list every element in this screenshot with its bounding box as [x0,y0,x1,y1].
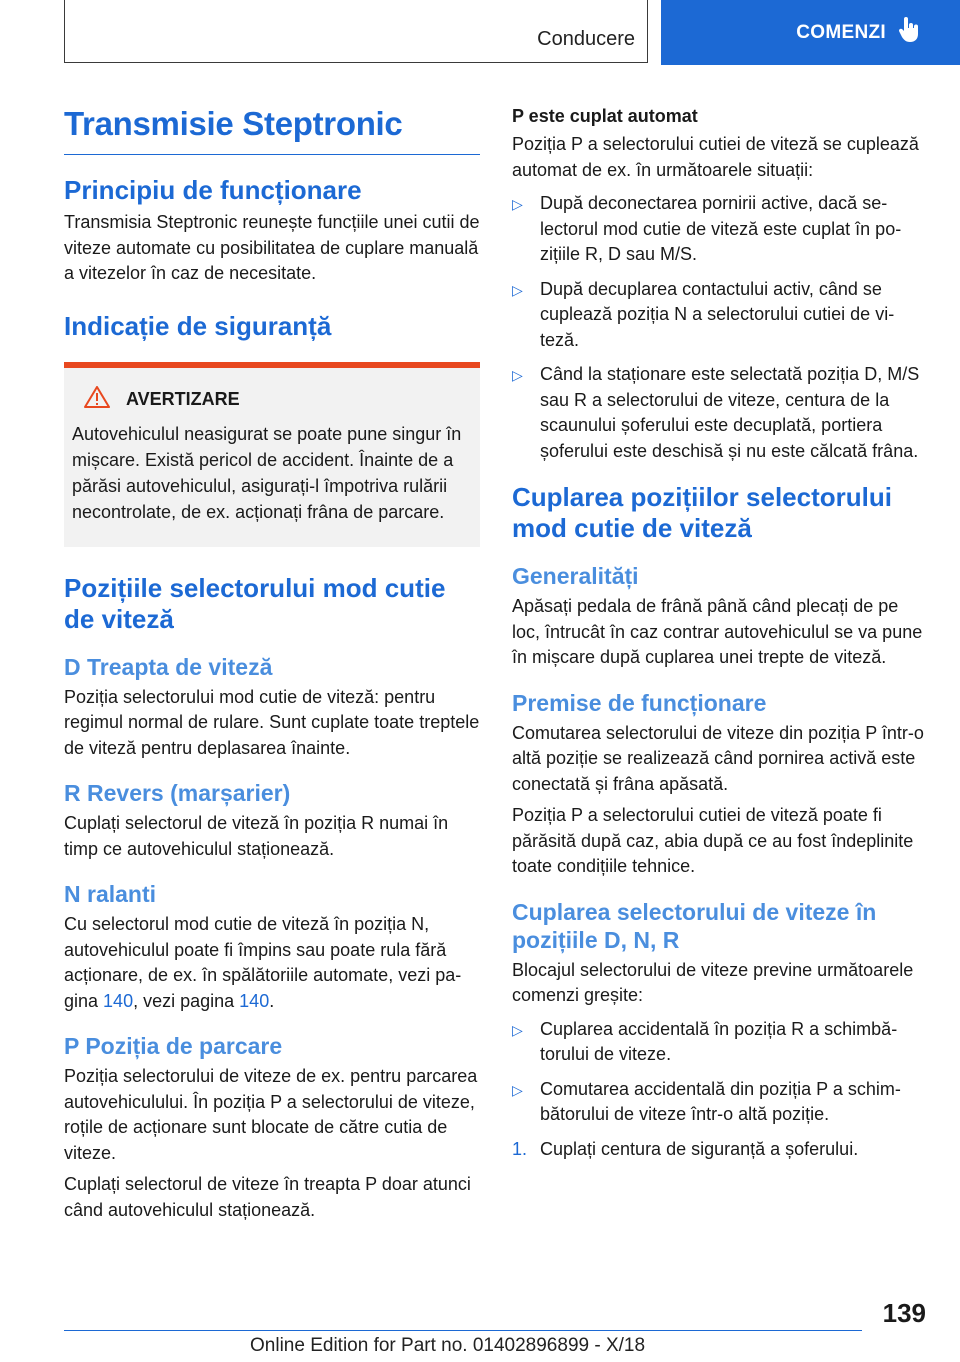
d-text: Poziția selectorului mod cutie de viteză: pentru regimul normal de rulare. Sunt cuplate toate treptele de viteză pentru deplasarea înainte. [64,686,480,758]
p-text-1: Poziția selectorului de viteze de ex. pentru parcarea autovehiculului. În poziția P a selectorului de viteze, roțile de acționare sunt blocate de către cutia de viteze. [64,1066,478,1163]
warning-triangle-icon [84,386,110,413]
prereq-text-2: Poziția P a selectorului cutiei de viteză poate fi părăsită după caz, abia după ce au fost îndeplinite toate condițiile tehnice. [512,805,914,876]
auto-p-list [512,191,926,464]
header-section-tab[interactable] [64,0,648,63]
list-item-text: După decuplarea contactului activ, când se cuplează poziția N a selectorului cutiei de viteză. [540,278,895,350]
page-link[interactable]: 140 [239,990,270,1011]
warning-box [64,362,480,547]
header-start-tab[interactable] [661,0,960,65]
step-number: 1. [512,1138,528,1159]
warning-title [84,386,472,413]
page-title: Transmisie Steptronic [64,105,403,142]
list-item [512,1077,926,1128]
r-heading: R Revers (marșarier) [64,780,291,806]
page-number: 139 [882,1298,926,1328]
right-column [512,104,926,1174]
list-item-text: După deconectarea pornirii active, dacă selectorul mod cutie de viteză este cuplat în pozițiile R, D sau M/S. [540,193,902,264]
list-item-text: Comutarea accidentală din poziția P a schimbătorului de viteze într-o altă poziție. [540,1078,901,1124]
engaging-heading: Cuplarea pozițiilor selectorului mod cutie de viteză [512,482,892,543]
triangle-bullet-icon: ▷ [512,367,523,383]
footer-divider [64,1330,862,1331]
dnr-list [512,1017,926,1128]
dnr-heading: Cuplarea selectorului de viteze în pozițiile D, N, R [512,898,877,953]
list-item [512,362,926,464]
step-item [512,1137,926,1163]
list-item [512,1017,926,1068]
steps-list [512,1137,926,1163]
n-text [64,912,480,1014]
principle-text: Transmisia Steptronic reunește funcțiile unei cutii de viteze automate cu posibilitatea de cuplare manuală a vitezelor în caz de necesitate. [64,212,480,283]
triangle-bullet-icon: ▷ [512,1021,523,1038]
positions-heading: Pozițiile selectorului mod cutie de viteză [64,572,446,634]
title-divider [64,154,480,155]
general-heading: Generalități [512,563,639,589]
dnr-intro: Blocajul selectorului de viteze previne următoarele comenzi greșite: [512,959,914,1005]
prereq-text-1: Comutarea selectorului de viteze din poziția P într-o altă poziție se realizează când pornirea activă este conectată și frâna apăsată. [512,722,924,794]
list-item [512,277,926,354]
header-start-label: COMENZI [796,21,886,43]
warning-title-label: AVERTIZARE [126,388,240,409]
n-text-part-2: , vezi pagina [133,990,240,1011]
triangle-bullet-icon: ▷ [512,196,523,212]
n-heading: N ralanti [64,881,157,907]
step-text: Cuplați centura de siguranță a șoferului. [540,1138,859,1159]
triangle-bullet-icon: ▷ [512,281,523,298]
list-item-text: Când la staționare este selectată poziția D, M/S sau R a selectorului de viteze, centura de la scaunului șoferului este decuplată, portiera șoferului este deschisă și nu este călcată frâna. [540,364,920,461]
auto-p-heading: P este cuplat automat [512,106,698,126]
d-heading: D Treapta de viteză [64,653,273,680]
list-item-text: Cuplarea accidentală în poziția R a schimbătorului de viteze. [540,1018,898,1064]
triangle-bullet-icon: ▷ [512,1081,523,1098]
hand-pointer-icon [898,17,920,49]
prereq-heading: Premise de funcționare [512,689,767,716]
footer-edition: Online Edition for Part no. 01402896899 - X/18 [250,1335,646,1356]
principle-heading: Principiu de funcționare [64,175,362,205]
page-link[interactable]: 140 [103,990,134,1011]
safety-heading: Indicație de siguranță [64,310,332,341]
p-text-2: Cuplați selectorul de viteze în treapta P doar atunci când autovehiculul staționează. [64,1174,471,1220]
p-heading: P Poziția de parcare [64,1033,283,1059]
n-text-part-3: . [269,990,275,1011]
left-column [64,100,480,1229]
n-text-part-1: Cu selectorul mod cutie de viteză în poziția N, autovehiculul poate fi împins sau poate rula fără acționare, de ex. în spălătoriile automate, vezi pagina [64,914,462,1011]
list-item [512,191,926,268]
auto-p-intro: Poziția P a selectorului cutiei de viteză se cuplează automat de ex. în următoarele situații: [512,134,919,180]
warning-text: Autovehiculul neasigurat se poate pune singur în mișcare. Există pericol de accident. Înainte de a părăsi autovehiculul, asigurați-l împotriva rulării necontrolate, de ex. acționați frâna de parcare. [72,423,462,522]
r-text: Cuplați selectorul de viteză în poziția R numai în timp ce autovehiculul staționează. [64,813,449,859]
header-section-label: Conducere [537,28,635,50]
general-text: Apăsați pedala de frână până când plecați de pe loc, întrucât în caz contrar autovehiculul se va pune în mișcare după cuplarea unei trepte de viteză. [512,596,923,667]
